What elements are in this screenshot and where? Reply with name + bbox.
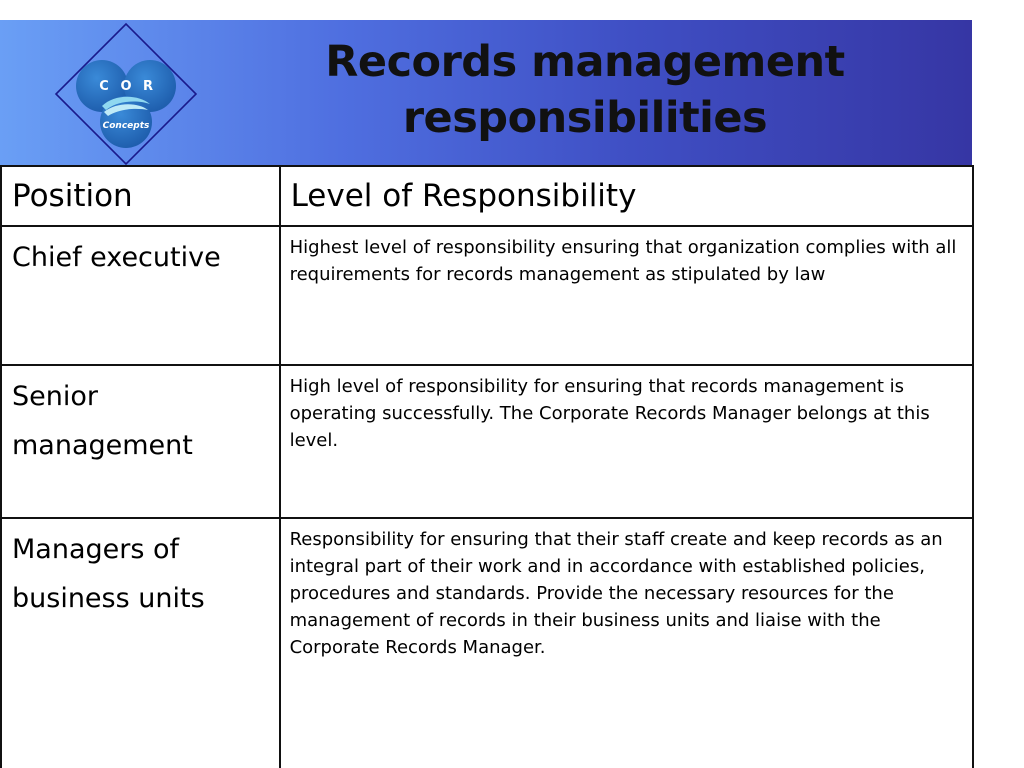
logo-letter-o: O (120, 79, 132, 94)
position-cell: Chief executive (1, 226, 280, 365)
logo-letter-c: C (99, 79, 109, 94)
table-row (1, 518, 973, 768)
table-header-row (1, 166, 973, 226)
responsibility-table (0, 165, 974, 768)
page-title (250, 34, 920, 146)
title-line-2: responsibilities (402, 93, 768, 143)
level-cell: Highest level of responsibility ensuring that organization complies with all requirements for records management as stipulated by law (280, 226, 973, 365)
logo-caption: Concepts (102, 121, 150, 131)
level-cell: High level of responsibility for ensuring that records management is operating successfully. The Corporate Records Manager belongs at this level. (280, 365, 973, 518)
title-line-1: Records management (325, 37, 845, 87)
table-row (1, 365, 973, 518)
table-row (1, 226, 973, 365)
header-position: Position (1, 166, 280, 226)
position-cell: Senior management (1, 365, 280, 518)
position-cell: Managers of business units (1, 518, 280, 768)
logo-letter-r: R (142, 79, 154, 94)
level-cell: Responsibility for ensuring that their staff create and keep records as an integral part of their work and in accordance with established policies, procedures and standards. Provide the necessary resources for the management of records in their business units and liaise with the Corporate Records Manager. (280, 518, 973, 768)
cor-concepts-logo (54, 22, 198, 166)
header-level: Level of Responsibility (280, 166, 973, 226)
